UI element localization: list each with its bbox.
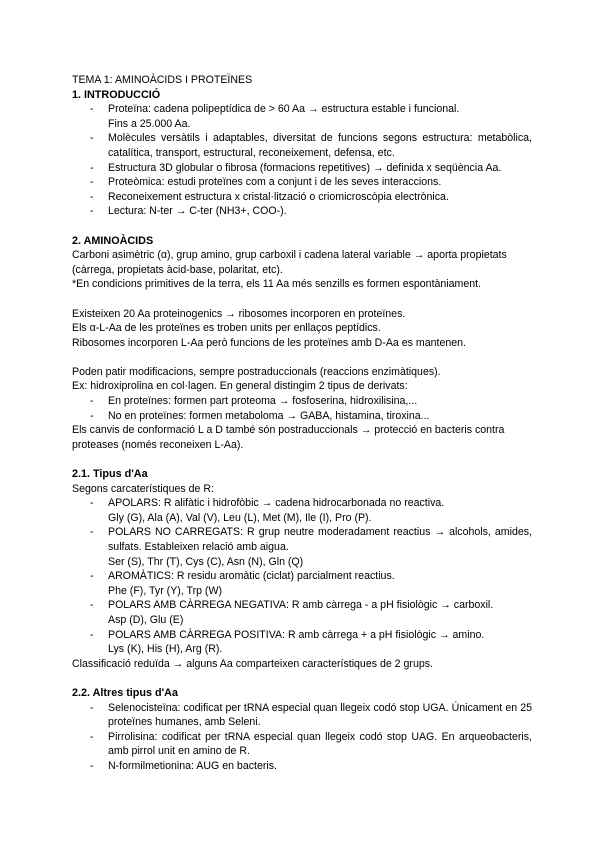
list-item-text: - Proteïna: cadena polipeptídica de > 60 Aa → estructura estable i funcional. <box>108 103 460 116</box>
list-item <box>72 190 532 205</box>
list-item-text: - Lectura: N-ter → C-ter (NH3+, COO-). <box>108 205 287 218</box>
list-item <box>72 175 532 190</box>
list-item <box>72 102 532 131</box>
list-item <box>72 525 532 569</box>
list-item-text: - Molècules versàtils i adaptables, diversitat de funcions segons estructura: metabòlica, catalítica, transport, estructural, reconeixement, defensa, etc. <box>108 132 532 159</box>
list-item-text: - AROMÀTICS: R residu aromàtic (ciclat) parcialment reactius. <box>108 570 395 583</box>
doc-title: TEMA 1: AMINOÀCIDS I PROTEÏNES <box>72 74 253 86</box>
list-item <box>72 496 532 525</box>
list-item <box>72 204 532 219</box>
paragraph: Els canvis de conformació L a D també són postraduccionals → protecció en bacteris contra proteases (només reconeixen L-Aa). <box>72 424 505 451</box>
paragraph: Els α-L-Aa de les proteïnes es troben units per enllaços peptídics. <box>72 322 381 335</box>
section-2-2-heading: 2.2. Altres tipus d'Aa <box>72 686 178 699</box>
paragraph: Classificació reduïda → alguns Aa comparteixen característiques de 2 grups. <box>72 657 433 670</box>
list-item-text: - Estructura 3D globular o fibrosa (formacions repetitives) → definida x seqüència Aa. <box>108 161 502 174</box>
list-item-subtext: Lys (K), His (H), Arg (R). <box>108 643 223 656</box>
paragraph: *En condicions primitives de la terra, els 11 Aa més senzills es formen espontàniament. <box>72 278 482 291</box>
section-2-list <box>72 394 532 423</box>
list-item-text: - APOLARS: R alifàtic i hidrofòbic → cadena hidrocarbonada no reactiva. <box>108 497 445 510</box>
paragraph: Carboni asimètric (α), grup amino, grup carboxil i cadena lateral variable → aporta propietats (càrrega, propietats àcid-base, polaritat, etc). <box>72 249 507 276</box>
list-item-subtext: Gly (G), Ala (A), Val (V), Leu (L), Met (M), Ile (I), Pro (P). <box>108 511 372 524</box>
section-2-1-heading: 2.1. Tipus d'Aa <box>72 468 148 481</box>
paragraph: Segons carcaterístiques de R: <box>72 482 214 495</box>
list-item-subtext: Ser (S), Thr (T), Cys (C), Asn (N), Gln (Q) <box>108 555 304 568</box>
list-item-text: - POLARS AMB CÀRREGA POSITIVA: R amb càrrega + a pH fisiològic → amino. <box>108 628 485 641</box>
list-item <box>72 161 532 176</box>
paragraph: Ex: hidroxiprolina en col·lagen. En general distingim 2 tipus de derivats: <box>72 380 408 393</box>
list-item-subtext: Asp (D), Glu (E) <box>108 613 184 626</box>
list-item <box>72 598 532 627</box>
list-item: - Pirrolisina: codificat per tRNA especial quan llegeix codó stop UAG. En arqueobacteris, amb pirrol unit en amino de R. <box>72 730 532 759</box>
section-2-heading: 2. AMINOÀCIDS <box>72 234 154 247</box>
other-aa-list <box>72 701 532 774</box>
list-item-text: - POLARS NO CARREGATS: R grup neutre moderadament reactius → alcohols, amides, sulfats. Estableixen relació amb aigua. <box>108 526 532 553</box>
section-1-list <box>72 102 532 219</box>
paragraph: Ribosomes incorporen L-Aa però funcions de les proteïnes amb D-Aa es mantenen. <box>72 336 466 349</box>
list-item: - Selenocisteïna: codificat per tRNA especial quan llegeix codó stop UGA. Únicament en 25 proteïnes humanes, amb Seleni. <box>72 701 532 730</box>
list-item <box>72 131 532 160</box>
document-page <box>72 73 532 774</box>
list-item: - En proteïnes: formen part proteoma → fosfoserina, hidroxilisina,... <box>72 394 532 409</box>
list-item: - No en proteïnes: formen metaboloma → GABA, histamina, tiroxina... <box>72 409 532 424</box>
list-item-text: - POLARS AMB CÀRREGA NEGATIVA: R amb càrrega - a pH fisiològic → carboxil. <box>108 599 494 612</box>
list-item <box>72 628 532 657</box>
section-1-heading: 1. INTRODUCCIÓ <box>72 88 161 101</box>
list-item: - N-formilmetionina: AUG en bacteris. <box>72 759 532 774</box>
paragraph: Existeixen 20 Aa proteinogenics → ribosomes incorporen en proteïnes. <box>72 307 406 320</box>
list-item-subtext: Fins a 25.000 Aa. <box>108 117 191 130</box>
list-item <box>72 569 532 598</box>
list-item-text: - Reconeixement estructura x cristal·lització o criomicroscòpia electrònica. <box>108 190 449 203</box>
paragraph: Poden patir modificacions, sempre postraduccionals (reaccions enzimàtiques). <box>72 365 441 378</box>
list-item-text: - Proteòmica: estudi proteïnes com a conjunt i de les seves interaccions. <box>108 176 442 189</box>
aa-types-list <box>72 496 532 657</box>
list-item-subtext: Phe (F), Tyr (Y), Trp (W) <box>108 584 222 597</box>
